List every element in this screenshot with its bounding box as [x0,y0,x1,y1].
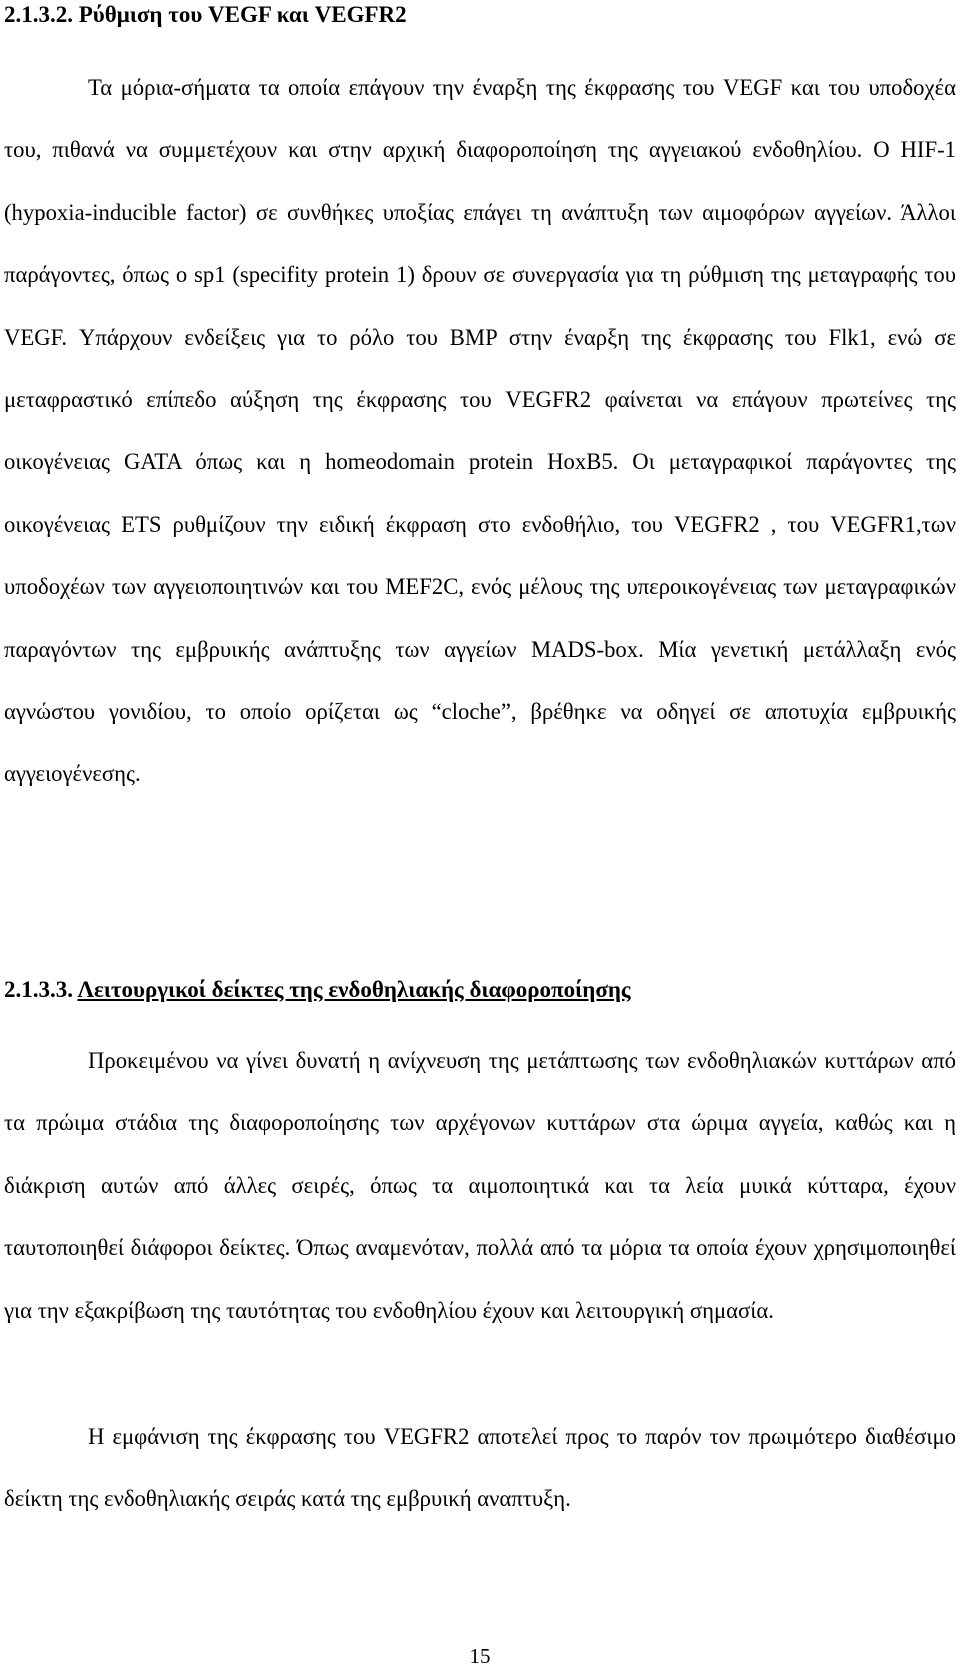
subsection-title: Λειτουργικοί δείκτες της ενδοθηλιακής διαφοροποίησης [77,977,631,1002]
body-paragraph: Η εμφάνιση της έκφρασης του VEGFR2 αποτελεί προς το παρόν τον πρωιμότερο διαθέσιμο δείκτη της ενδοθηλιακής σειράς κατά της εμβρυική αναπτυξη. [4,1424,956,1512]
subsection-number: 2.1.3.3. [4,977,73,1002]
section-number: 2.1.3.2. [4,2,73,27]
section-heading [4,3,407,26]
body-paragraph: Προκειμένου να γίνει δυνατή η ανίχνευση της μετάπτωσης των ενδοθηλιακών κυττάρων από τα πρώιμα στάδια της διαφοροποίησης των αρχέγονων κυττάρων στα ώριμα αγγεία, καθώς και η διάκριση αυτών από άλλες σειρές, όπως τα αιμοποιητικά και τα λεία μυικά κύτταρα, έχουν ταυτοποιηθεί διάφοροι δείκτες. Όπως αναμενόταν, πολλά από τα μόρια τα οποία έχουν χρησιμοποιηθεί για την εξακρίβωση της ταυτότητας του ενδοθηλίου έχουν και λειτουργική σημασία. [4,1048,956,1323]
page-number: 15 [469,1644,491,1668]
body-paragraph: Τα μόρια-σήματα τα οποία επάγουν την έναρξη της έκφρασης του VEGF και του υποδοχέα του, πιθανά να συμμετέχουν και στην αρχική διαφοροποίηση της αγγειακού ενδοθηλίου. Ο HIF-1 (hypoxia-inducible factor) σε συνθήκες υποξίας επάγει τη ανάπτυξη των αιμοφόρων αγγείων. Άλλοι παράγοντες, όπως ο sp1 (specifity protein 1) δρουν σε συνεργασία για τη ρύθμιση της μεταγραφής του VEGF. Υπάρχουν ενδείξεις για το ρόλο του BMP στην έναρξη της έκφρασης του Flk1, ενώ σε μεταφραστικό επίπεδο αύξηση της έκφρασης του VEGFR2 φαίνεται να επάγουν πρωτείνες της οικογένειας GATA όπως και η homeodomain protein HoxB5. Οι μεταγραφικοί παράγοντες της οικογένειας ETS ρυθμίζουν την ειδική έκφραση στο ενδοθήλιο, του VEGFR2 , του VEGFR1,των υποδοχέων των αγγειοποιητινών και του MEF2C, ενός μέλους της υπεροικογένειας των μεταγραφικών παραγόντων της εμβρυικής ανάπτυξης των αγγείων MADS-box. Μία γενετική μετάλλαξη ενός αγνώστου γονιδίου, το οποίο ορίζεται ως “cloche”, βρέθηκε να οδηγεί σε αποτυχία εμβρυικής αγγειογένεσης. [4,75,956,787]
section-title: Ρύθμιση του VEGF και VEGFR2 [78,2,407,27]
subsection-heading [4,978,631,1001]
